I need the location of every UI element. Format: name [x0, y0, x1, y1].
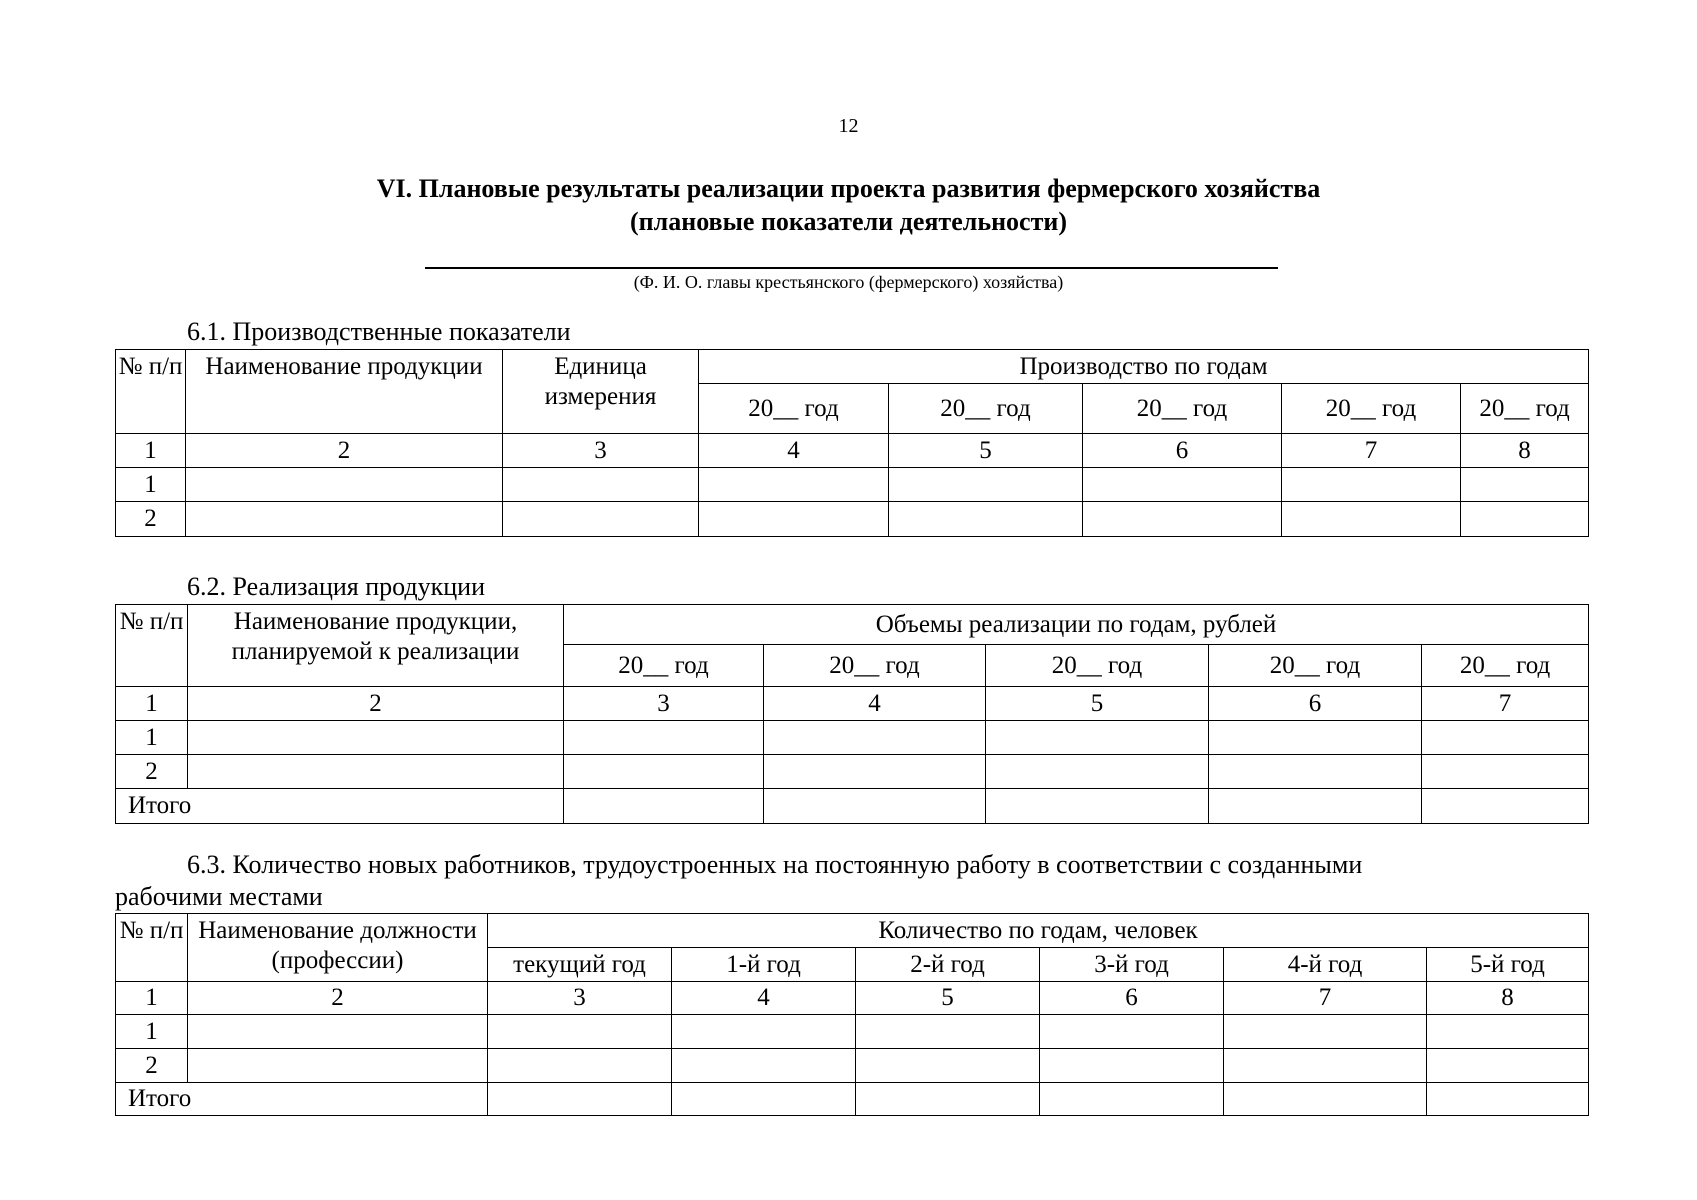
- empty-cell[interactable]: [1224, 1083, 1427, 1116]
- empty-cell[interactable]: [188, 721, 564, 755]
- total-label: Итого: [116, 789, 564, 824]
- table-row: [116, 502, 1589, 537]
- empty-cell[interactable]: [1083, 502, 1282, 537]
- page-number: 12: [838, 115, 859, 137]
- empty-cell[interactable]: [1083, 468, 1282, 502]
- table-row: [116, 1015, 1589, 1049]
- header-year: 1-й год: [672, 948, 856, 982]
- header-year: 20__ год: [1461, 384, 1589, 434]
- header-year: 20__ год: [1083, 384, 1282, 434]
- empty-cell[interactable]: [986, 789, 1209, 824]
- empty-cell[interactable]: [856, 1015, 1040, 1049]
- column-number: 4: [672, 982, 856, 1015]
- header-product-name: Наименование продукции: [186, 350, 503, 434]
- empty-cell[interactable]: [1422, 789, 1589, 824]
- column-number: 6: [1083, 434, 1282, 468]
- header-no: № п/п: [116, 350, 186, 434]
- column-numbers-row: [116, 687, 1589, 721]
- row-number: 2: [116, 755, 188, 789]
- empty-cell[interactable]: [188, 755, 564, 789]
- total-row: [116, 789, 1589, 824]
- empty-cell[interactable]: [889, 502, 1083, 537]
- document-subtitle: (плановые показатели деятельности): [630, 207, 1067, 236]
- header-year: 3-й год: [1040, 948, 1224, 982]
- header-year: 4-й год: [1224, 948, 1427, 982]
- header-product-name: Наименование продукции, планируемой к реализации: [188, 605, 564, 687]
- header-year: 5-й год: [1427, 948, 1589, 982]
- column-number: 1: [116, 982, 188, 1015]
- column-number: 3: [488, 982, 672, 1015]
- column-number: 5: [986, 687, 1209, 721]
- section-3-heading-continued: рабочими местами: [115, 882, 323, 911]
- column-number: 2: [186, 434, 503, 468]
- empty-cell[interactable]: [186, 502, 503, 537]
- header-production-by-years: Производство по годам: [699, 350, 1589, 384]
- column-numbers-row: [116, 982, 1589, 1015]
- empty-cell[interactable]: [986, 721, 1209, 755]
- column-number: 7: [1224, 982, 1427, 1015]
- empty-cell[interactable]: [488, 1083, 672, 1116]
- column-number: 1: [116, 434, 186, 468]
- empty-cell[interactable]: [764, 789, 986, 824]
- empty-cell[interactable]: [564, 721, 764, 755]
- header-year: 20__ год: [986, 645, 1209, 687]
- empty-cell[interactable]: [1427, 1015, 1589, 1049]
- header-year: 20__ год: [764, 645, 986, 687]
- empty-cell[interactable]: [1422, 755, 1589, 789]
- section-2-heading: 6.2. Реализация продукции: [187, 572, 485, 601]
- column-number: 5: [889, 434, 1083, 468]
- header-year: 20__ год: [1422, 645, 1589, 687]
- empty-cell[interactable]: [188, 1015, 488, 1049]
- empty-cell[interactable]: [1282, 502, 1461, 537]
- signature-caption: (Ф. И. О. главы крестьянского (фермерского) хозяйства): [633, 272, 1064, 292]
- empty-cell[interactable]: [1040, 1049, 1224, 1083]
- empty-cell[interactable]: [1209, 789, 1422, 824]
- column-number: 8: [1461, 434, 1589, 468]
- empty-cell[interactable]: [699, 502, 889, 537]
- empty-cell[interactable]: [699, 468, 889, 502]
- section-1-heading: 6.1. Производственные показатели: [187, 317, 571, 346]
- empty-cell[interactable]: [503, 502, 699, 537]
- header-year: текущий год: [488, 948, 672, 982]
- row-number: 2: [116, 1049, 188, 1083]
- empty-cell[interactable]: [488, 1015, 672, 1049]
- empty-cell[interactable]: [186, 468, 503, 502]
- empty-cell[interactable]: [1427, 1049, 1589, 1083]
- document-title: VI. Плановые результаты реализации проекта развития фермерского хозяйства: [376, 174, 1321, 203]
- header-sales-by-years: Объемы реализации по годам, рублей: [564, 605, 1589, 645]
- empty-cell[interactable]: [672, 1049, 856, 1083]
- section-3-heading: 6.3. Количество новых работников, трудоустроенных на постоянную работу в соответствии с созданными: [187, 850, 1363, 879]
- header-year: 2-й год: [856, 948, 1040, 982]
- empty-cell[interactable]: [1224, 1015, 1427, 1049]
- column-number: 7: [1282, 434, 1461, 468]
- empty-cell[interactable]: [672, 1083, 856, 1116]
- table-row: [116, 468, 1589, 502]
- row-number: 1: [116, 721, 188, 755]
- column-numbers-row: [116, 434, 1589, 468]
- empty-cell[interactable]: [1040, 1083, 1224, 1116]
- empty-cell[interactable]: [672, 1015, 856, 1049]
- header-no: № п/п: [116, 605, 188, 687]
- empty-cell[interactable]: [1209, 755, 1422, 789]
- empty-cell[interactable]: [856, 1049, 1040, 1083]
- header-position-name: Наименование должности (профессии): [188, 914, 488, 982]
- header-year: 20__ год: [564, 645, 764, 687]
- header-year: 20__ год: [699, 384, 889, 434]
- column-number: 1: [116, 687, 188, 721]
- column-number: 4: [764, 687, 986, 721]
- column-number: 8: [1427, 982, 1589, 1015]
- column-number: 2: [188, 687, 564, 721]
- column-number: 6: [1040, 982, 1224, 1015]
- empty-cell[interactable]: [764, 721, 986, 755]
- column-number: 2: [188, 982, 488, 1015]
- header-unit: Единица измерения: [503, 350, 699, 434]
- total-label: Итого: [116, 1083, 488, 1116]
- employees-table: [115, 913, 1589, 1116]
- table-row: [116, 755, 1589, 789]
- table-row: [116, 1049, 1589, 1083]
- row-number: 1: [116, 468, 186, 502]
- empty-cell[interactable]: [1282, 468, 1461, 502]
- header-no: № п/п: [116, 914, 188, 982]
- empty-cell[interactable]: [564, 755, 764, 789]
- column-number: 3: [503, 434, 699, 468]
- table-row: [116, 721, 1589, 755]
- signature-line: [425, 267, 1278, 269]
- header-year: 20__ год: [889, 384, 1083, 434]
- empty-cell[interactable]: [1224, 1049, 1427, 1083]
- sales-table: [115, 604, 1589, 824]
- header-count-by-years: Количество по годам, человек: [488, 914, 1589, 948]
- empty-cell[interactable]: [764, 755, 986, 789]
- empty-cell[interactable]: [1422, 721, 1589, 755]
- empty-cell[interactable]: [889, 468, 1083, 502]
- empty-cell[interactable]: [1040, 1015, 1224, 1049]
- column-number: 4: [699, 434, 889, 468]
- column-number: 3: [564, 687, 764, 721]
- production-table: [115, 349, 1589, 537]
- empty-cell[interactable]: [488, 1049, 672, 1083]
- empty-cell[interactable]: [1209, 721, 1422, 755]
- empty-cell[interactable]: [188, 1049, 488, 1083]
- header-year: 20__ год: [1209, 645, 1422, 687]
- header-year: 20__ год: [1282, 384, 1461, 434]
- row-number: 2: [116, 502, 186, 537]
- column-number: 6: [1209, 687, 1422, 721]
- column-number: 5: [856, 982, 1040, 1015]
- column-number: 7: [1422, 687, 1589, 721]
- empty-cell[interactable]: [856, 1083, 1040, 1116]
- empty-cell[interactable]: [564, 789, 764, 824]
- empty-cell[interactable]: [503, 468, 699, 502]
- total-row: [116, 1083, 1589, 1116]
- empty-cell[interactable]: [1427, 1083, 1589, 1116]
- empty-cell[interactable]: [1461, 502, 1589, 537]
- empty-cell[interactable]: [986, 755, 1209, 789]
- empty-cell[interactable]: [1461, 468, 1589, 502]
- row-number: 1: [116, 1015, 188, 1049]
